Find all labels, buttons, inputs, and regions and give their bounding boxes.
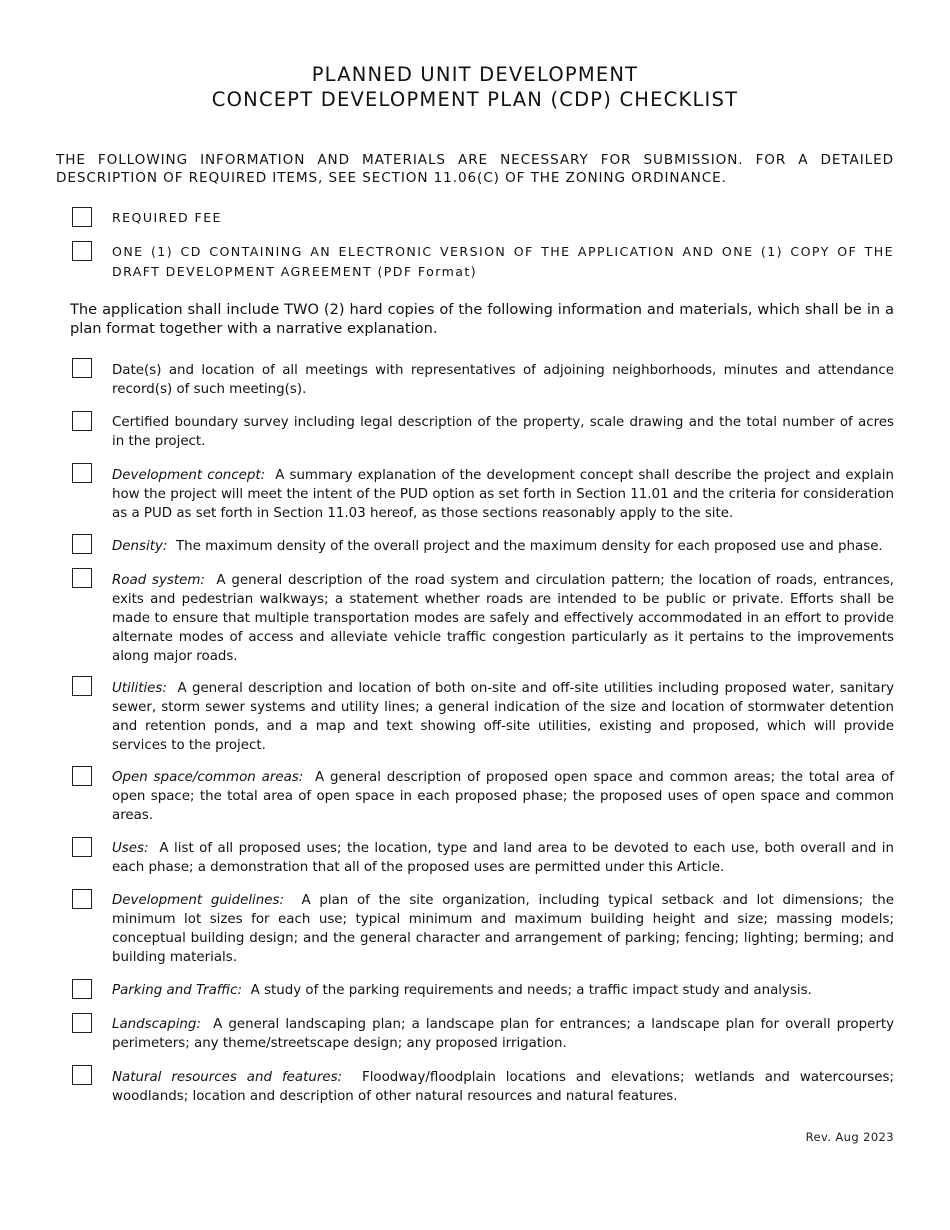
checkbox-uses[interactable] [72, 837, 92, 857]
item-label: Parking and Traffic: [112, 983, 243, 998]
item-text: A plan of the site organization, including typical setback and lot dimensions; the minimum lot sizes for each use; typical minimum and maximum building height and size; massing models; conceptual building design; and the general character and arrangement of parking; fencing; lighting; berming; and building materials. [112, 893, 895, 965]
checkbox-development-concept[interactable] [72, 463, 92, 483]
item-label: Natural resources and features: [112, 1070, 343, 1085]
item-text: A list of all proposed uses; the location, type and land area to be devoted to each use, both overall and in each phase; a demonstration that all of the proposed uses are permitted under this Article. [112, 841, 894, 875]
application-paragraph: The application shall include TWO (2) hard copies of the following information and materials, which shall be in a plan format together with a narrative explanation. [70, 301, 894, 337]
item-text: A general description of proposed open space and common areas; the total area of open space; the total area of open space in each proposed phase; the proposed uses of open space and common areas. [112, 770, 894, 823]
page-title-line1: PLANNED UNIT DEVELOPMENT [311, 63, 639, 86]
item-label: Landscaping: [112, 1017, 201, 1032]
item-text: Floodway/floodplain locations and elevations; wetlands and watercourses; woodlands; location and description of other natural resources and natural features. [112, 1070, 894, 1104]
checklist-item-meetings [112, 361, 894, 399]
item-label: Uses: [112, 841, 149, 856]
checklist-item-boundary-survey [112, 413, 894, 451]
checkbox-required-fee[interactable] [72, 207, 92, 227]
intro-line2: DESCRIPTION OF REQUIRED ITEMS, SEE SECTION 11.06(C) OF THE ZONING ORDINANCE. [56, 170, 727, 186]
item-text: A summary explanation of the development concept shall describe the project and explain how the project will meet the intent of the PUD option as set forth in Section 11.01 and the criteria for consideration as a PUD as set forth in Section 11.03 hereof, as those sections reasonably apply to the site. [112, 468, 894, 521]
checkbox-parking-traffic[interactable] [72, 979, 92, 999]
checkbox-open-space[interactable] [72, 766, 92, 786]
checklist-item-development-concept [112, 466, 894, 523]
item-text: A general landscaping plan; a landscape plan for entrances; a landscape plan for overall property perimeters; any theme/streetscape design; any proposed irrigation. [112, 1017, 895, 1051]
checkbox-meetings[interactable] [72, 358, 92, 378]
checklist-item-uses [112, 839, 894, 877]
intro-text [56, 151, 894, 187]
checkbox-cd-copy[interactable] [72, 241, 92, 261]
cd-copy-text: ONE (1) CD CONTAINING AN ELECTRONIC VERSION OF THE APPLICATION AND ONE (1) COPY OF THE DRAFT DEVELOPMENT AGREEMENT (PDF Format) [112, 244, 894, 279]
checkbox-utilities[interactable] [72, 676, 92, 696]
item-label: Density: [112, 539, 168, 554]
checkbox-density[interactable] [72, 534, 92, 554]
checklist-item-open-space [112, 768, 894, 825]
item-text: A general description of the road system and circulation pattern; the location of roads, entrances, exits and pedestrian walkways; a statement whether roads are intended to be public or private. Efforts shall be made to ensure that multiple transportation modes are safely and effectively accommodated in an effort to provide alternate modes of access and alleviate vehicle traffic congestion particularly as it pertains to the improvements along major roads. [112, 573, 894, 664]
item-text: Certified boundary survey including legal description of the property, scale drawing and the total number of acres in the project. [112, 415, 894, 449]
item-text: Date(s) and location of all meetings with representatives of adjoining neighborhoods, minutes and attendance record(s) of such meeting(s). [112, 363, 894, 397]
item-text: The maximum density of the overall project and the maximum density for each proposed use and phase. [175, 539, 883, 554]
intro-line1: THE FOLLOWING INFORMATION AND MATERIALS ARE NECESSARY FOR SUBMISSION. FOR A DETAILED [56, 152, 894, 168]
checklist-item-road-system [112, 571, 894, 666]
checklist-item-development-guidelines [112, 891, 894, 967]
checklist-item-density [112, 537, 894, 556]
page-title-line2: CONCEPT DEVELOPMENT PLAN (CDP) CHECKLIST [211, 88, 739, 111]
checklist-item-parking-traffic [112, 981, 894, 1000]
item-text: A study of the parking requirements and needs; a traffic impact study and analysis. [250, 983, 812, 998]
checkbox-boundary-survey[interactable] [72, 411, 92, 431]
checkbox-development-guidelines[interactable] [72, 889, 92, 909]
item-label: Road system: [112, 573, 205, 588]
checkbox-natural-resources[interactable] [72, 1065, 92, 1085]
revision-date: Rev. Aug 2023 [805, 1130, 894, 1144]
required-fee-text: REQUIRED FEE [112, 210, 222, 225]
item-label: Development concept: [112, 468, 266, 483]
item-label: Open space/common areas: [112, 770, 304, 785]
checkbox-road-system[interactable] [72, 568, 92, 588]
item-label: Development guidelines: [112, 893, 284, 908]
item-text: A general description and location of both on-site and off-site utilities including proposed water, sanitary sewer, storm sewer systems and utility lines; a general indication of the size and location of stormwater detention and retention ponds, and a map and text showing off-site utilities, existing and proposed, which will provide services to the project. [112, 681, 895, 753]
item-label: Utilities: [112, 681, 167, 696]
checkbox-landscaping[interactable] [72, 1013, 92, 1033]
checklist-item-utilities [112, 679, 894, 755]
checklist-item-natural-resources [112, 1068, 894, 1106]
checklist-item-landscaping [112, 1015, 894, 1053]
